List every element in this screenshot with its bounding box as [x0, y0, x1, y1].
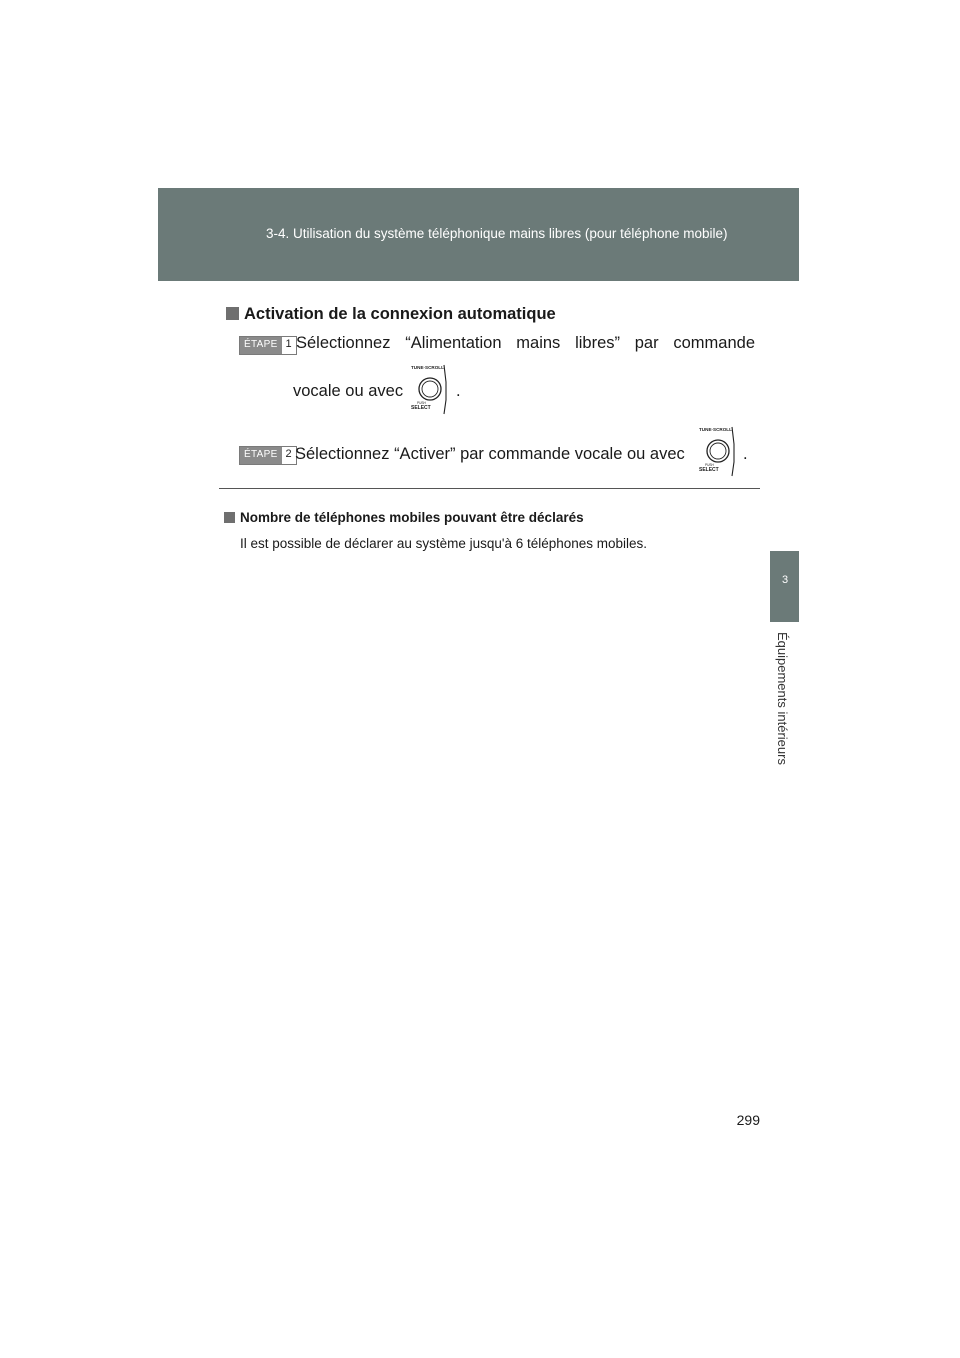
section-divider	[219, 488, 760, 489]
note-body: Il est possible de déclarer au système jusqu'à 6 téléphones mobiles.	[240, 536, 648, 551]
step-1-text-line1: Sélectionnez “Alimentation mains libres” par commande	[296, 334, 755, 352]
step-badge-number: 2	[282, 447, 296, 464]
step-2-period: .	[743, 445, 748, 463]
chapter-tab	[770, 551, 799, 622]
knob-top-label: TUNE·SCROLL	[411, 365, 444, 370]
section-heading: Activation de la connexion automatique	[244, 305, 556, 323]
tune-scroll-knob-icon	[696, 422, 740, 478]
step-badge-word: ÉTAPE	[240, 337, 282, 354]
tune-scroll-knob-icon	[408, 360, 452, 416]
chapter-number: 3	[781, 574, 789, 586]
knob-top-label: TUNE·SCROLL	[699, 427, 732, 432]
section-title: 3-4. Utilisation du système téléphonique mains libres (pour téléphone mobile)	[266, 226, 728, 241]
knob-bottom-label: SELECT	[699, 467, 719, 473]
note-bullet-icon	[224, 512, 235, 523]
step-1-text-line2: vocale ou avec	[293, 382, 404, 400]
step-2-text: Sélectionnez “Activer” par commande vocale ou avec	[295, 445, 685, 463]
knob-small-label: PUSH	[417, 401, 426, 405]
note-title: Nombre de téléphones mobiles pouvant être déclarés	[240, 510, 584, 525]
step-badge-1	[239, 336, 297, 355]
knob-bottom-label: SELECT	[411, 405, 431, 411]
chapter-label: Équipements intérieurs	[775, 632, 790, 765]
step-badge-number: 1	[282, 337, 296, 354]
step-badge-2	[239, 446, 297, 465]
step-badge-word: ÉTAPE	[240, 447, 282, 464]
heading-bullet-icon	[226, 307, 239, 320]
step-1-period: .	[456, 382, 461, 400]
knob-small-label: PUSH	[705, 463, 714, 467]
page-number: 299	[736, 1112, 760, 1128]
